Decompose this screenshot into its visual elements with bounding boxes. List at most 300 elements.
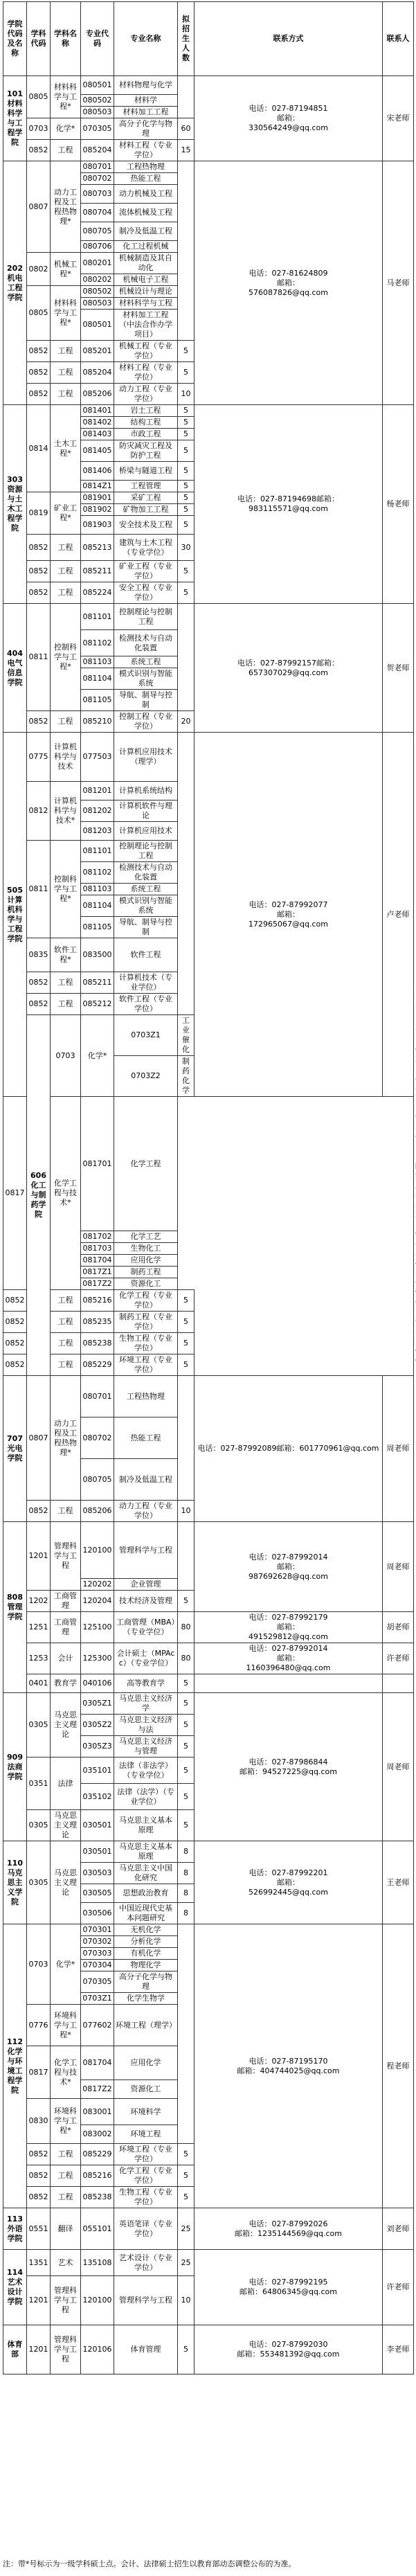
table-cell: 5 [178,2144,195,2165]
table-cell: 环境工程（理学） [114,2005,178,2046]
table-cell: 5 [178,481,195,492]
table-cell: 电话：027-87986844 邮箱：94527225@qq.com [195,1693,383,1841]
table-cell: 081901 [81,492,114,504]
table-row [3,76,414,95]
table-row [3,1522,414,1579]
table-row [3,1312,414,1333]
table-cell: 胡老师 [383,1612,414,1643]
table-row [3,1674,414,1693]
table-cell: 管理科学与工程 [114,1522,178,1579]
table-cell: 080704 [81,204,114,222]
table-cell: 5 [178,462,195,481]
table-row [3,2208,414,2250]
table-cell: 303 资源与土木工程学院 [3,405,27,604]
admission-table [3,1,414,2374]
table-cell: 113 外语学院 [3,2208,27,2250]
table-cell: 控制理论与控制工程 [114,841,178,862]
table-cell: 化学工程与技术* [51,1097,81,1290]
table-cell: 化学生物学 [114,1993,178,2005]
table-cell: 计算机应用技术（理学） [114,733,178,782]
table-cell: 5 [178,2165,195,2187]
table-cell: 30 [178,535,195,561]
table-cell: 化学* [51,1924,81,2005]
table-cell: 077503 [81,733,114,782]
table-cell: 0817 [27,2046,51,2099]
table-cell: 计算机应用技术 [114,822,178,841]
table-cell: 工商管理（MBA）（专业学位） [114,1612,178,1643]
table-cell: 0817Z2 [81,1278,114,1290]
table-cell: 080702 [81,1417,114,1459]
table-cell: 10 [178,384,195,405]
table-cell: 055101 [81,2208,114,2250]
table-cell: 计算机科学与技术* [51,782,81,841]
table-cell: 电话：027-87992157邮箱： 657307029@qq.com [195,604,383,733]
table-cell: 有机化学 [114,1948,178,1960]
table-cell: 马克思主义理论 [51,1810,81,1841]
table-cell: 10 [178,2276,195,2325]
table-row [3,1097,414,1231]
table-cell: 环境科学与工程* [51,2099,81,2144]
table-cell: 工程 [51,1290,81,1312]
table-row [3,1841,414,1863]
table-row [3,604,414,630]
table-cell: 工程 [51,582,81,604]
table-cell: 材料科学与工程* [51,286,81,341]
table-cell: 125300 [81,1643,114,1674]
table-cell: 许老师 [383,2250,414,2325]
table-cell: 120100 [81,2276,114,2325]
table-cell: 080502 [81,95,114,107]
table-cell: 工程 [51,1333,81,1354]
table-cell: 马克思主义理论 [51,1841,81,1924]
table-row [3,1693,414,1715]
table-cell: 0305Z1 [81,1693,114,1715]
table-cell: 5 [178,1674,195,1693]
table-cell [178,1376,195,1501]
table-cell: 控制科学与工程* [51,841,81,938]
table-cell: 0703 [51,1015,81,1097]
table-cell: 080502 [81,286,114,298]
table-cell: 矿业工程* [51,492,81,535]
table-cell: 0703 [27,118,51,140]
table-cell: 0852 [27,711,51,733]
table-cell: 会计硕士（MPAcc）（专业学位） [114,1643,178,1674]
table-cell: 周老师 [383,1522,414,1612]
table-cell: 120100 [81,1522,114,1579]
table-cell: 动力工程（专业学位） [114,1501,178,1522]
table-cell: 808 管理学院 [3,1522,27,1693]
table-cell: 化工过程机械 [114,241,178,253]
table-cell: 化学工程（专业学位） [114,2165,178,2187]
table-cell: 艺术 [51,2250,81,2276]
table-cell: 5 [178,440,195,462]
table-cell: 模式识别与智能系统 [114,895,178,917]
table-cell: 0305 [27,1810,51,1841]
table-cell: 120204 [81,1591,114,1612]
table-cell: 5 [178,405,195,417]
table-cell: 080702 [81,173,114,185]
table-cell: 0852 [27,1501,51,1522]
table-cell: 化学工程与技术* [51,2046,81,2099]
table-cell: 技术经济及管理 [114,1591,178,1612]
table-cell: 080706 [81,241,114,253]
table-cell: 606 化工与制药学院 [27,1015,51,1376]
table-cell: 909 法商学院 [3,1693,27,1841]
table-cell: 0305 [27,1841,51,1924]
table-cell: 环境科学与工程* [51,2005,81,2046]
table-cell: 0703Z2 [114,1056,178,1097]
table-cell: 0852 [3,1312,27,1333]
table-cell: 化学工程 [114,1097,178,1231]
table-cell: 085216 [81,1290,114,1312]
table-row [3,1354,414,1376]
table-cell: 707 光电学院 [3,1376,27,1522]
table-cell: 1351 [27,2250,51,2276]
table-cell: 080703 [81,185,114,204]
table-cell: 化学* [51,118,81,140]
table-cell: 070302 [81,1936,114,1948]
footnote: 注：带*号标示为一级学科硕士点。会计、法律硕士招生以教育部动态调整公布的为准。 [3,2559,296,2568]
table-cell: 防灾减灾工程及防护工程 [114,440,178,462]
table-cell: 081703 [81,1243,114,1255]
table-cell: 070304 [81,1960,114,1971]
table-cell: 085206 [81,384,114,405]
table-cell: 电话：027-87992077 邮箱： 172965067@qq.com [195,733,383,1097]
table-cell: 1202 [27,1591,51,1612]
table-cell: 80 [178,1643,195,1674]
table-cell: 085210 [81,711,114,733]
header-discipline-code: 学科代码 [27,2,51,76]
table-cell: 导航、制导与控制 [114,690,178,711]
table-cell: 081105 [81,917,114,938]
table-cell: 0703Z1 [114,1015,178,1056]
table-cell: 8 [178,1863,195,1884]
table-cell: 0852 [27,972,51,994]
table-cell: 机械工程（专业学位） [114,341,178,362]
table-cell: 080501 [81,76,114,95]
table-cell: 5 [178,1354,195,1376]
table-cell: 081704 [81,2046,114,2080]
table-cell: 材料学 [114,95,178,107]
table-cell: 0305Z2 [81,1715,114,1736]
table-cell: 085224 [81,582,114,604]
table-cell: 分析化学 [114,1936,178,1948]
table-cell: 系统工程 [114,884,178,895]
table-cell: 工业催化 [178,1015,195,1056]
table-cell: 电话：027-87194851 邮箱： 330564249@qq.com [195,76,383,161]
table-cell: 5 [178,1784,195,1810]
table-cell: 0817Z1 [81,1267,114,1278]
table-row [3,1924,414,1936]
table-cell: 电话：027-87992026 邮箱：1235144569@qq.com [195,2208,383,2250]
table-cell: 080701 [81,1376,114,1417]
table-cell: 081105 [81,690,114,711]
header-discipline-name: 学科名称 [51,2,81,76]
table-cell: 管理科学与工程 [51,1522,81,1591]
table-cell [178,604,195,711]
table-cell: 0852 [27,582,51,604]
table-cell: 081403 [81,429,114,440]
table-cell: 60 [178,118,195,140]
table-cell: 杨老师 [383,405,414,604]
table-cell: 工程 [51,2187,81,2208]
table-cell: 检测技术与自动化装置 [114,630,178,656]
table-cell: 电话：027-81624809 邮箱： 576087826@qq.com [195,161,383,405]
header-row [3,2,414,76]
table-cell: 化学* [81,1015,114,1097]
table-cell: 导航、制导与控制 [114,917,178,938]
table-cell: 0830 [27,2099,51,2144]
table-cell: 制药化学 [178,1056,195,1097]
table-cell: 资源化工 [114,2080,178,2099]
table-cell: 5 [178,341,195,362]
table-cell: 085206 [81,1501,114,1522]
table-cell: 080705 [81,222,114,241]
header-college: 学院代码及名称 [3,2,27,76]
table-cell: 工程 [51,994,81,1015]
table-cell: 王老师 [383,1841,414,1924]
table-cell: 5 [178,1810,195,1841]
table-cell [178,733,195,1015]
table-cell [178,1924,195,2144]
header-person: 联系人 [383,2,414,76]
table-cell: 5 [178,1693,195,1715]
table-cell: 工程 [51,972,81,994]
table-cell: 模式识别与智能系统 [114,668,178,690]
table-cell: 081406 [81,462,114,481]
table-cell: 材料科学与工程 [114,298,178,310]
table-cell: 0776 [27,2005,51,2046]
table-cell [178,1522,195,1591]
table-cell [383,1674,414,1693]
table-cell: 081103 [81,884,114,895]
table-cell: 404 电气信息学院 [3,604,27,733]
table-cell: 083001 [81,2099,114,2125]
table-cell: 0305Z3 [81,1736,114,1757]
table-cell: 5 [178,492,195,504]
table-cell: 0817Z2 [81,2080,114,2099]
table-cell: 085229 [81,1354,114,1376]
table-cell: 081701 [81,1097,114,1231]
table-cell: 生物工程（专业学位） [114,2187,178,2208]
table-cell: 马克思主义理论 [51,1693,81,1757]
table-cell: 1201 [27,2325,51,2374]
table-cell: 环境工程（专业学位） [114,2144,178,2165]
table-cell: 工程热物理 [114,1376,178,1417]
table-cell: 0852 [27,2187,51,2208]
table-cell: 环境工程 [114,2125,178,2144]
table-cell: 085201 [81,341,114,362]
table-row [3,1612,414,1643]
table-cell: 材料工程（专业学位） [114,362,178,384]
table-cell: 安全工程（专业学位） [114,582,178,604]
table-cell: 080705 [81,1459,114,1501]
table-cell: 081102 [81,862,114,884]
table-cell: 0852 [27,140,51,161]
table-cell: 高等教育学 [114,1674,178,1693]
table-cell: 材料科学与工程* [51,76,81,118]
table-cell: 1253 [27,1643,51,1674]
table-cell: 0703 [27,1924,51,2005]
table-row [3,733,414,782]
table-cell: 周老师 [383,1693,414,1841]
table-cell: 系统工程 [114,656,178,668]
table-cell: 市政工程 [114,429,178,440]
table-cell: 教育学 [51,1674,81,1693]
table-cell: 工程 [51,384,81,405]
table-cell: 应用化学 [114,2046,178,2080]
table-cell: 计算机软件与理论 [114,800,178,822]
table-cell: 0775 [27,733,51,782]
table-cell: 5 [178,2325,195,2374]
table-cell: 5 [178,1333,195,1354]
table-cell: 0835 [27,938,51,972]
table-cell: 030505 [81,1884,114,1903]
table-cell: 5 [178,1715,195,1736]
table-cell: 软件工程 [114,938,178,972]
table-cell: 制冷及低温工程 [114,1459,178,1501]
table-cell: 0852 [27,362,51,384]
table-cell: 电话：027-87992089邮箱：601770961@qq.com [195,1376,383,1522]
table-cell: 制药工程 [114,1267,178,1278]
table-cell: 机械设计与理论 [114,286,178,298]
table-cell: 工程管理 [114,481,178,492]
table-cell: 马克思主义经济学 [114,1693,178,1715]
table-cell: 检测技术与自动化装置 [114,862,178,884]
table-cell: 法律（非法学）（专业学位） [114,1757,178,1784]
table-cell: 电话：027-87992201 邮箱： 526992445@qq.com [195,1841,383,1924]
table-cell: 083002 [81,2125,114,2144]
table-cell [178,161,195,341]
table-cell: 030503 [81,1863,114,1884]
table-cell: 114 艺术设计学院 [3,2250,27,2325]
table-cell: 李老师 [383,2325,414,2374]
table-cell: 0807 [27,161,51,253]
table-cell: 112 化学与环境工程学院 [3,1924,27,2208]
table-cell: 电话：027-87992195 邮箱：64806345@qq.com [195,2250,383,2325]
table-cell: 安全技术及工程 [114,516,178,535]
table-cell: 工商管理 [51,1591,81,1612]
table-cell: 081903 [81,516,114,535]
table-cell: 无机化学 [114,1924,178,1936]
table-cell: 081202 [81,800,114,822]
table-cell: 1201 [27,2276,51,2325]
table-cell: 结构工程 [114,417,178,429]
table-cell: 动力工程及工程热物理* [51,1376,81,1501]
table-cell: 077602 [81,2005,114,2046]
table-cell: 0852 [27,384,51,405]
table-cell: 控制工程（专业学位） [114,711,178,733]
table-cell: 桥梁与隧道工程 [114,462,178,481]
table-cell: 工程 [51,711,81,733]
table-cell: 0305 [27,1693,51,1757]
table-cell: 工程 [51,1501,81,1522]
table-cell: 软件工程* [51,938,81,972]
table-cell: 资源化工 [114,1278,178,1290]
table-cell: 030506 [81,1903,114,1924]
table-cell: 控制科学与工程* [51,604,81,711]
table-cell: 8 [178,1841,195,1863]
table-cell: 081201 [81,782,114,800]
table-cell: 8 [178,1884,195,1903]
table-row [3,2325,414,2374]
table-cell: 工程 [51,2144,81,2165]
table-cell: 15 [178,140,195,161]
table-cell: 0802 [27,253,51,286]
table-cell: 110 马克思主义学院 [3,1841,27,1924]
table-cell: 0351 [27,1757,51,1810]
table-cell: 5 [178,504,195,516]
table-cell: 0807 [27,1376,51,1501]
table-cell: 081401 [81,405,114,417]
table-cell: 070305 [81,118,114,140]
table-cell: 周老师 [383,1376,414,1522]
table-cell: 马克思主义经济与管理 [114,1736,178,1757]
table-cell: 0811 [27,841,51,938]
table-cell: 法律 [51,1757,81,1810]
table-cell: 035102 [81,1784,114,1810]
table-cell: 管理科学与工程 [114,2276,178,2325]
table-cell: 085235 [81,1312,114,1333]
table-cell: 080201 [81,253,114,274]
table-cell: 物理化学 [114,1960,178,1971]
table-cell: 5 [178,1290,195,1312]
table-cell: 20 [178,711,195,733]
table-row [3,1333,414,1354]
table-cell: 热能工程 [114,1417,178,1459]
table-cell: 081203 [81,822,114,841]
table-cell: 120202 [81,1579,114,1591]
table-cell: 085238 [81,2187,114,2208]
table-cell: 宋老师 [383,76,414,161]
table-cell: 电话：027-87992014 邮箱： 987692628@qq.com [195,1522,383,1612]
table-cell: 工程 [51,140,81,161]
table-cell: 081702 [81,1231,114,1243]
table-cell: 080501 [81,310,114,341]
table-cell: 040106 [81,1674,114,1693]
table-cell: 高分子化学与物理 [114,1971,178,1993]
table-cell: 5 [178,362,195,384]
table-cell: 热能工程 [114,173,178,185]
table-cell: 法律（法学）（专业学位） [114,1784,178,1810]
table-cell: 5 [178,1757,195,1784]
table-cell: 081902 [81,504,114,516]
table-cell: 5 [178,1312,195,1333]
table-cell: 5 [178,417,195,429]
table-cell: 矿业工程（专业学位） [114,561,178,582]
table-cell: 070303 [81,1948,114,1960]
table-cell: 管理科学与工程 [51,2325,81,2374]
table-cell: 083500 [81,938,114,972]
table-cell: 0852 [3,1333,27,1354]
table-cell: 5 [178,1591,195,1612]
table-cell: 120106 [81,2325,114,2374]
table-cell: 马克思主义经济与法 [114,1715,178,1736]
table-cell: 动力机械及工程 [114,185,178,204]
table-row [3,2250,414,2276]
table-cell: 岩土工程 [114,405,178,417]
table-cell: 材料加工工程 [114,107,178,118]
table-cell: 土木工程* [51,405,81,492]
table-cell: 80 [178,1612,195,1643]
table-cell: 电话：027-87194698邮箱： 983115571@qq.com [195,405,383,604]
table-cell: 工程 [51,362,81,384]
table-cell: 085211 [81,561,114,582]
table-cell [195,1674,383,1693]
table-cell: 会计 [51,1643,81,1674]
table-cell: 101 材料科学与工程学院 [3,76,27,161]
table-cell: 思想政治教育 [114,1884,178,1903]
